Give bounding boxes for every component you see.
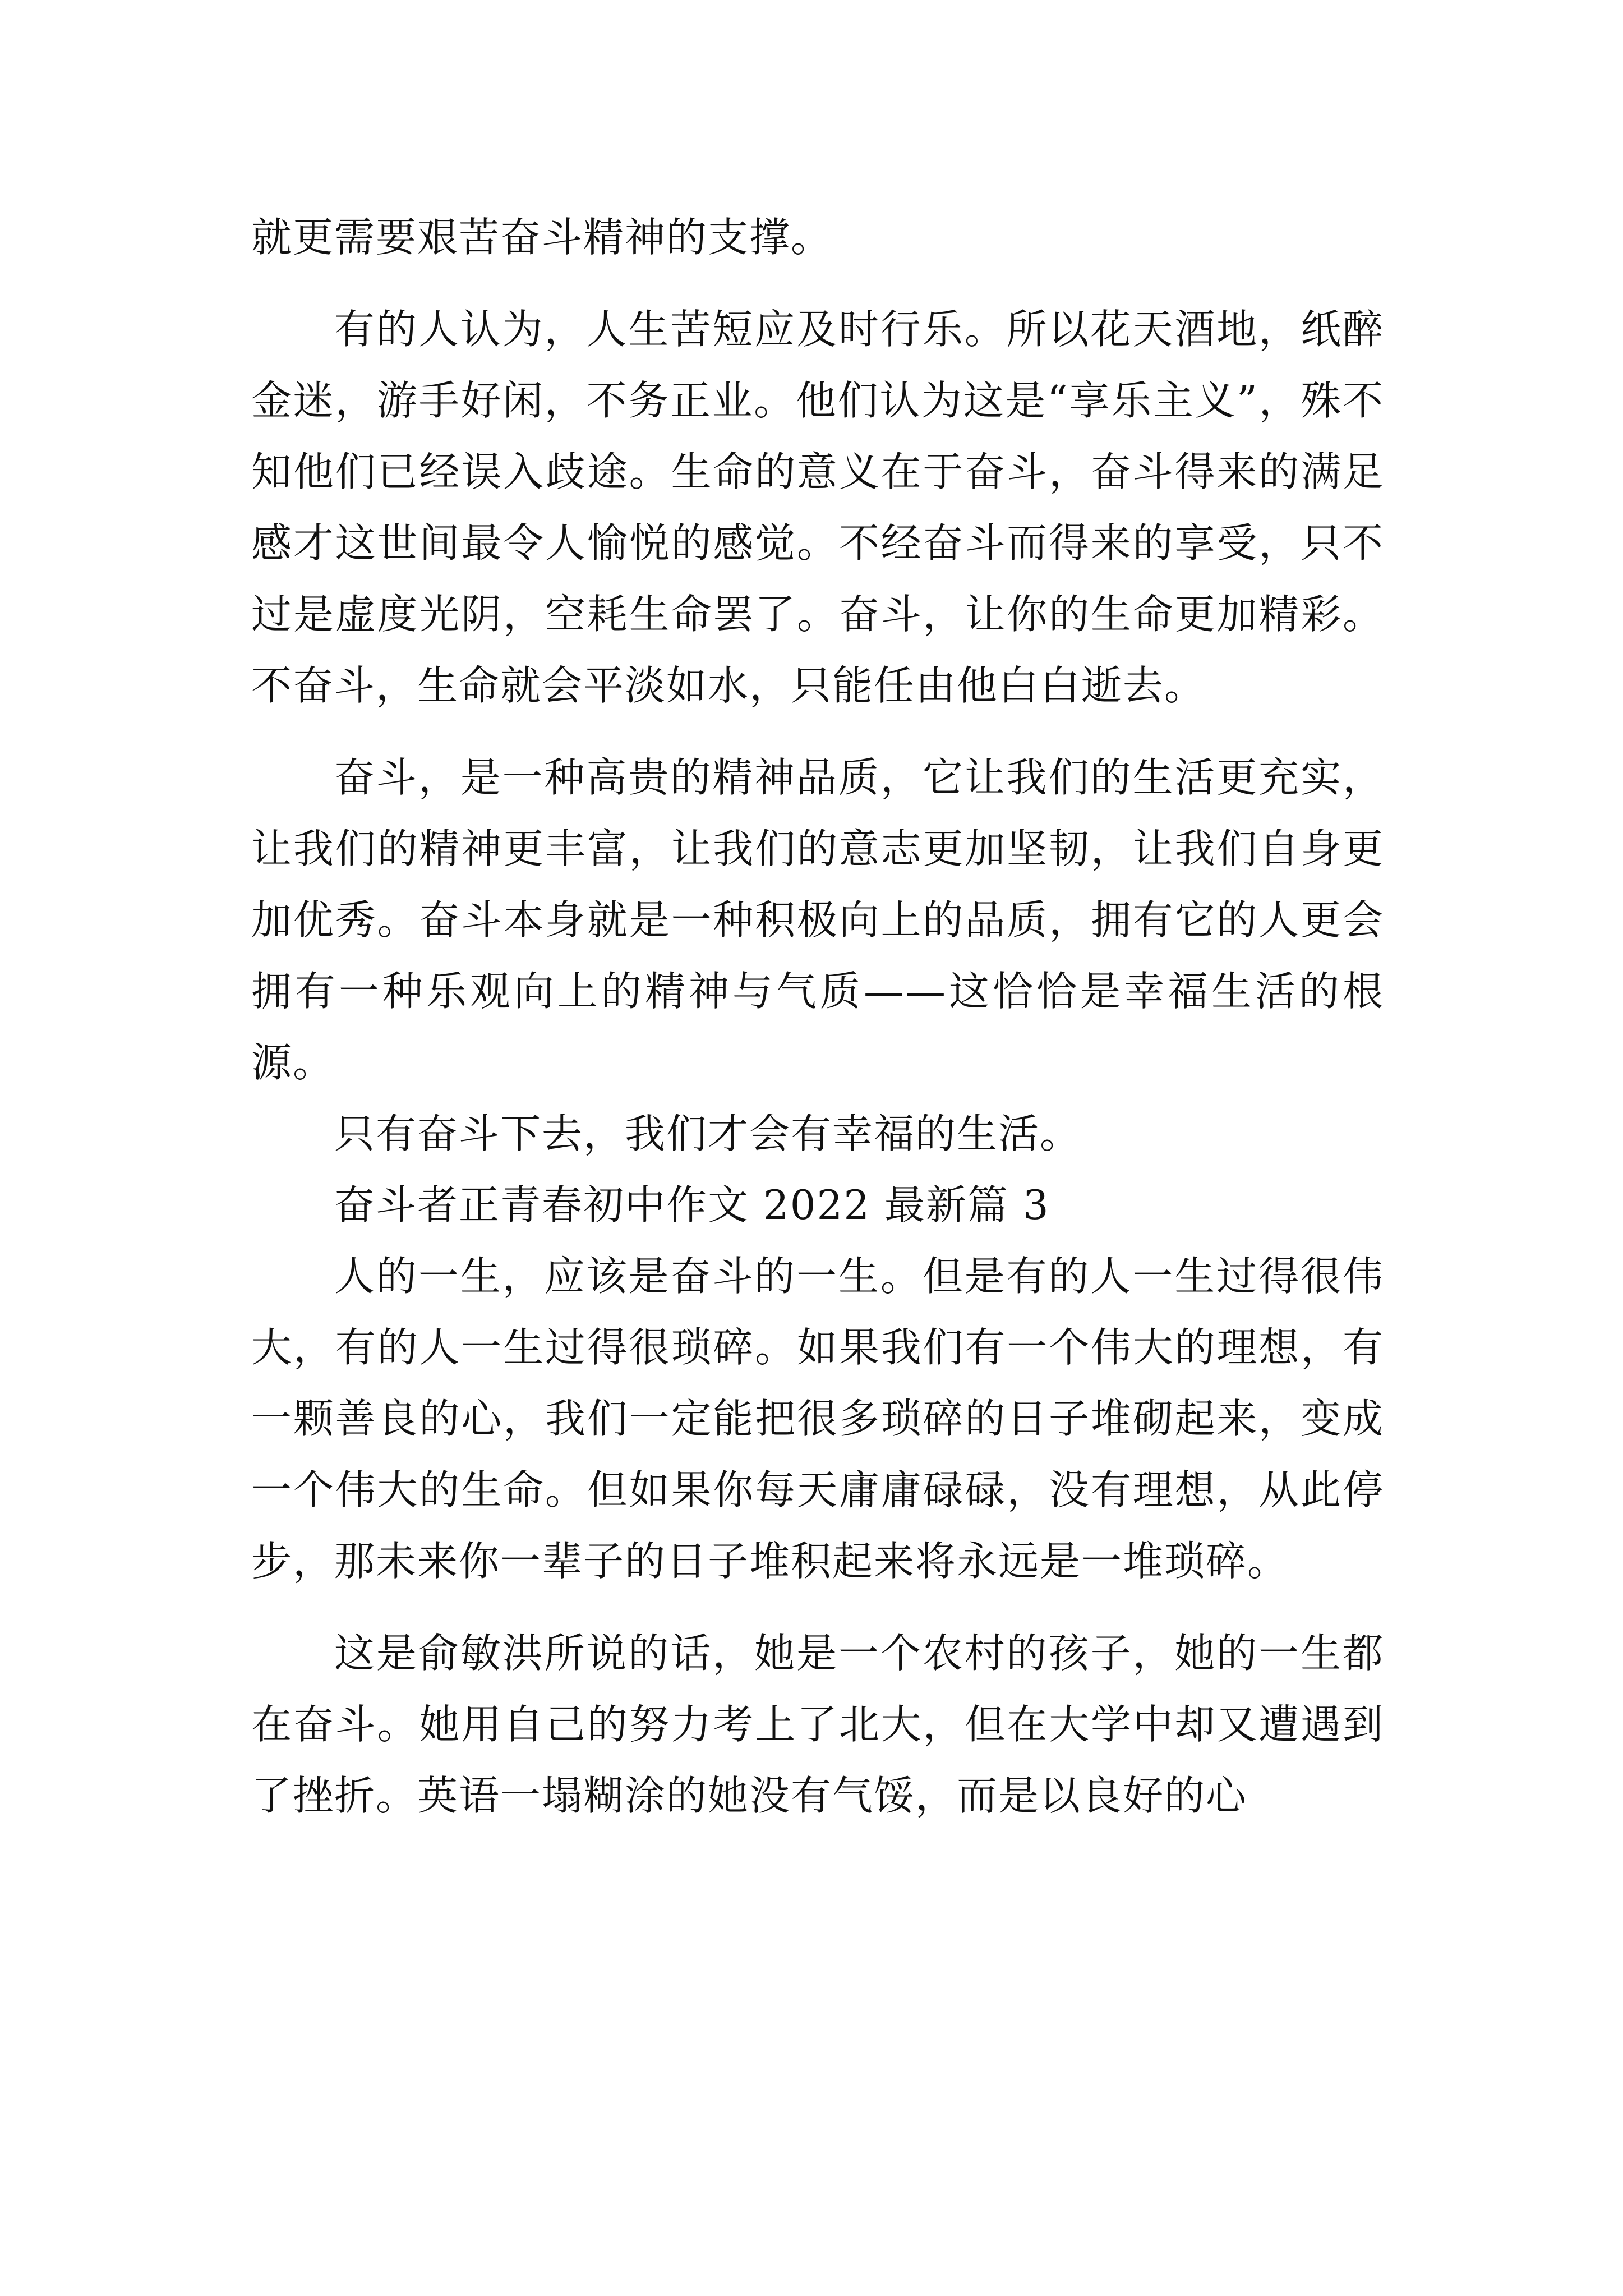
paragraph: 这是俞敏洪所说的话，她是一个农村的孩子，她的一生都在奋斗。她用自己的努力考上了北大，但在大学中却又遭遇到了挫折。英语一塌糊涂的她没有气馁，而是以良好的心 (251, 1630, 1384, 1819)
paragraph: 有的人认为，人生苦短应及时行乐。所以花天酒地，纸醉金迷，游手好闲，不务正业。他们认为这是“享乐主义”，殊不知他们已经误入歧途。生命的意义在于奋斗，奋斗得来的满足感才这世间最令人愉悦的感觉。不经奋斗而得来的享受，只不过是虚度光阴，空耗生命罢了。奋斗，让你的生命更加精彩。不奋斗，生命就会平淡如水，只能任由他白白逝去。 (251, 306, 1384, 709)
paragraph: 只有奋斗下去，我们才会有幸福的生活。 (334, 1110, 1082, 1157)
document-body (251, 202, 1384, 1832)
paragraph-continuation: 就更需要艰苦奋斗精神的支撑。 (251, 214, 833, 261)
paragraph: 奋斗，是一种高贵的精神品质，它让我们的生活更充实，让我们的精神更丰富，让我们的意志更加坚韧，让我们自身更加优秀。奋斗本身就是一种积极向上的品质，拥有它的人更会拥有一种乐观向上的精神与气质——这恰恰是幸福生活的根源。 (251, 754, 1384, 1086)
section-heading: 奋斗者正青春初中作文 2022 最新篇 3 (334, 1181, 1050, 1228)
paragraph: 人的一生，应该是奋斗的一生。但是有的人一生过得很伟大，有的人一生过得很琐碎。如果我们有一个伟大的理想，有一颗善良的心，我们一定能把很多琐碎的日子堆砌起来，变成一个伟大的生命。但如果你每天庸庸碌碌，没有理想，从此停步，那未来你一辈子的日子堆积起来将永远是一堆琐碎。 (251, 1253, 1384, 1585)
